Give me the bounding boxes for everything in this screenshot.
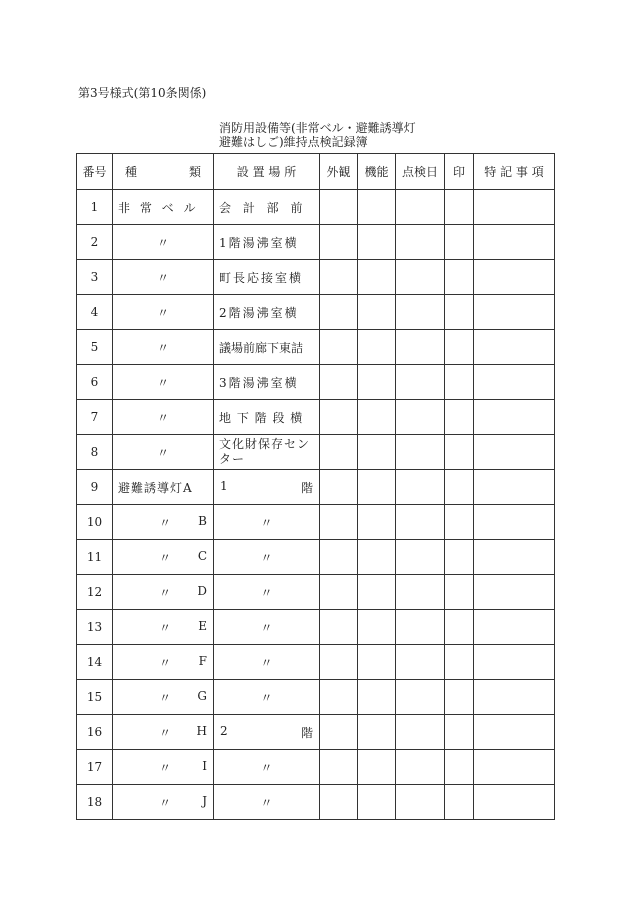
row-place: 地 下 階 段 横: [214, 400, 320, 435]
row-function-cell[interactable]: [358, 190, 396, 225]
row-notes-cell[interactable]: [474, 610, 555, 645]
row-place: 1階湯沸室横: [214, 225, 320, 260]
row-kind: 〃 D: [113, 575, 214, 610]
row-number: 5: [77, 330, 113, 365]
row-exterior-cell[interactable]: [320, 470, 358, 505]
document-title: [219, 121, 416, 149]
row-number: 1: [77, 190, 113, 225]
row-date-cell[interactable]: [396, 330, 445, 365]
table-row: [77, 645, 555, 680]
form-number: 第3号様式(第10条関係): [78, 86, 207, 100]
row-exterior-cell[interactable]: [320, 505, 358, 540]
row-place: 町長応接室横: [214, 260, 320, 295]
table-row: [77, 295, 555, 330]
row-exterior-cell[interactable]: [320, 190, 358, 225]
row-notes-cell[interactable]: [474, 190, 555, 225]
row-notes-cell[interactable]: [474, 575, 555, 610]
row-date-cell[interactable]: [396, 750, 445, 785]
row-number: 2: [77, 225, 113, 260]
header-row: [77, 154, 555, 190]
row-seal-cell[interactable]: [445, 750, 474, 785]
row-seal-cell[interactable]: [445, 260, 474, 295]
table-row: [77, 785, 555, 820]
row-number: 17: [77, 750, 113, 785]
row-date-cell[interactable]: [396, 540, 445, 575]
row-function-cell[interactable]: [358, 750, 396, 785]
row-kind: 〃: [113, 295, 214, 330]
row-place: 〃: [214, 575, 320, 610]
row-date-cell[interactable]: [396, 190, 445, 225]
row-date-cell[interactable]: [396, 365, 445, 400]
row-place: 3階湯沸室横: [214, 365, 320, 400]
row-kind: 〃 B: [113, 505, 214, 540]
row-date-cell[interactable]: [396, 225, 445, 260]
row-notes-cell[interactable]: [474, 680, 555, 715]
row-exterior-cell[interactable]: [320, 540, 358, 575]
row-exterior-cell[interactable]: [320, 785, 358, 820]
row-seal-cell[interactable]: [445, 400, 474, 435]
row-number: 13: [77, 610, 113, 645]
row-kind: 〃 E: [113, 610, 214, 645]
row-seal-cell[interactable]: [445, 575, 474, 610]
row-number: 10: [77, 505, 113, 540]
row-notes-cell[interactable]: [474, 540, 555, 575]
row-date-cell[interactable]: [396, 785, 445, 820]
row-exterior-cell[interactable]: [320, 645, 358, 680]
row-seal-cell[interactable]: [445, 505, 474, 540]
row-date-cell[interactable]: [396, 435, 445, 470]
row-exterior-cell[interactable]: [320, 715, 358, 750]
table-row: [77, 400, 555, 435]
row-number: 15: [77, 680, 113, 715]
row-exterior-cell[interactable]: [320, 575, 358, 610]
row-place: 会 計 部 前: [214, 190, 320, 225]
row-place: 〃: [214, 505, 320, 540]
row-place: 〃: [214, 610, 320, 645]
row-notes-cell[interactable]: [474, 470, 555, 505]
row-date-cell[interactable]: [396, 400, 445, 435]
row-exterior-cell[interactable]: [320, 365, 358, 400]
table-row: [77, 715, 555, 750]
row-place: 〃: [214, 785, 320, 820]
row-notes-cell[interactable]: [474, 785, 555, 820]
header-inspect-date: 点検日: [396, 154, 445, 190]
row-seal-cell[interactable]: [445, 190, 474, 225]
table-row: [77, 505, 555, 540]
row-number: 11: [77, 540, 113, 575]
row-exterior-cell[interactable]: [320, 295, 358, 330]
row-notes-cell[interactable]: [474, 645, 555, 680]
row-seal-cell[interactable]: [445, 435, 474, 470]
row-date-cell[interactable]: [396, 260, 445, 295]
row-seal-cell[interactable]: [445, 645, 474, 680]
row-number: 14: [77, 645, 113, 680]
row-notes-cell[interactable]: [474, 295, 555, 330]
row-function-cell[interactable]: [358, 610, 396, 645]
row-date-cell[interactable]: [396, 610, 445, 645]
table-row: [77, 435, 555, 470]
row-place: 2階湯沸室横: [214, 295, 320, 330]
row-notes-cell[interactable]: [474, 400, 555, 435]
row-date-cell[interactable]: [396, 575, 445, 610]
table-row: [77, 610, 555, 645]
row-kind: 〃: [113, 225, 214, 260]
row-notes-cell[interactable]: [474, 505, 555, 540]
row-date-cell[interactable]: [396, 505, 445, 540]
table-row: [77, 190, 555, 225]
row-notes-cell[interactable]: [474, 435, 555, 470]
row-seal-cell[interactable]: [445, 610, 474, 645]
row-function-cell[interactable]: [358, 330, 396, 365]
row-seal-cell[interactable]: [445, 470, 474, 505]
row-kind: 〃: [113, 330, 214, 365]
row-kind: 〃 I: [113, 750, 214, 785]
row-notes-cell[interactable]: [474, 715, 555, 750]
header-exterior: 外観: [320, 154, 358, 190]
table-row: [77, 330, 555, 365]
row-number: 7: [77, 400, 113, 435]
row-place: 2 階: [214, 715, 320, 750]
row-function-cell[interactable]: [358, 400, 396, 435]
table-row: [77, 540, 555, 575]
row-function-cell[interactable]: [358, 505, 396, 540]
row-kind: 〃 H: [113, 715, 214, 750]
table-row: [77, 470, 555, 505]
row-date-cell[interactable]: [396, 295, 445, 330]
row-number: 12: [77, 575, 113, 610]
row-seal-cell[interactable]: [445, 225, 474, 260]
row-function-cell[interactable]: [358, 785, 396, 820]
header-place: 設 置 場 所: [214, 154, 320, 190]
row-seal-cell[interactable]: [445, 295, 474, 330]
row-seal-cell[interactable]: [445, 715, 474, 750]
row-notes-cell[interactable]: [474, 225, 555, 260]
row-kind: 非 常 ベ ル: [113, 190, 214, 225]
row-seal-cell[interactable]: [445, 680, 474, 715]
table-row: [77, 225, 555, 260]
row-kind: 〃 F: [113, 645, 214, 680]
row-function-cell[interactable]: [358, 715, 396, 750]
row-function-cell[interactable]: [358, 295, 396, 330]
row-kind: 〃 G: [113, 680, 214, 715]
row-notes-cell[interactable]: [474, 260, 555, 295]
row-kind: 〃: [113, 365, 214, 400]
header-notes: 特 記 事 項: [474, 154, 555, 190]
inspection-ledger-table: [76, 153, 555, 820]
row-notes-cell[interactable]: [474, 750, 555, 785]
row-kind: 〃: [113, 400, 214, 435]
header-kind-a: 種: [125, 165, 138, 179]
row-date-cell[interactable]: [396, 680, 445, 715]
row-place: 文化財保存センター: [214, 435, 320, 470]
title-line-1: 消防用設備等(非常ベル・避難誘導灯: [219, 121, 416, 135]
row-number: 6: [77, 365, 113, 400]
row-kind: 〃: [113, 435, 214, 470]
row-kind: 〃 C: [113, 540, 214, 575]
row-place: 〃: [214, 680, 320, 715]
row-number: 3: [77, 260, 113, 295]
row-kind: 〃: [113, 260, 214, 295]
row-number: 9: [77, 470, 113, 505]
row-date-cell[interactable]: [396, 645, 445, 680]
row-number: 4: [77, 295, 113, 330]
row-exterior-cell[interactable]: [320, 260, 358, 295]
row-function-cell[interactable]: [358, 470, 396, 505]
row-place: 〃: [214, 645, 320, 680]
row-seal-cell[interactable]: [445, 540, 474, 575]
row-exterior-cell[interactable]: [320, 330, 358, 365]
row-exterior-cell[interactable]: [320, 400, 358, 435]
row-function-cell[interactable]: [358, 680, 396, 715]
row-notes-cell[interactable]: [474, 330, 555, 365]
table-row: [77, 365, 555, 400]
row-function-cell[interactable]: [358, 435, 396, 470]
row-exterior-cell[interactable]: [320, 225, 358, 260]
table-row: [77, 260, 555, 295]
row-number: 16: [77, 715, 113, 750]
title-line-2: 避難はしご)維持点検記録簿: [219, 135, 368, 149]
row-number: 8: [77, 435, 113, 470]
header-no: 番号: [77, 154, 113, 190]
row-notes-cell[interactable]: [474, 365, 555, 400]
row-date-cell[interactable]: [396, 470, 445, 505]
row-function-cell[interactable]: [358, 225, 396, 260]
table-row: [77, 575, 555, 610]
row-exterior-cell[interactable]: [320, 750, 358, 785]
table-row: [77, 680, 555, 715]
row-place: 議場前廊下東詰: [214, 330, 320, 365]
header-seal: 印: [445, 154, 474, 190]
row-place: 〃: [214, 750, 320, 785]
row-function-cell[interactable]: [358, 260, 396, 295]
row-function-cell[interactable]: [358, 645, 396, 680]
table-row: [77, 750, 555, 785]
row-exterior-cell[interactable]: [320, 610, 358, 645]
row-kind: 〃 J: [113, 785, 214, 820]
row-function-cell[interactable]: [358, 365, 396, 400]
ledger-body: [77, 190, 555, 820]
row-seal-cell[interactable]: [445, 785, 474, 820]
row-seal-cell[interactable]: [445, 365, 474, 400]
row-exterior-cell[interactable]: [320, 435, 358, 470]
header-kind: [113, 154, 214, 190]
row-exterior-cell[interactable]: [320, 680, 358, 715]
row-place: 1 階: [214, 470, 320, 505]
row-seal-cell[interactable]: [445, 330, 474, 365]
row-date-cell[interactable]: [396, 715, 445, 750]
row-function-cell[interactable]: [358, 575, 396, 610]
row-place: 〃: [214, 540, 320, 575]
header-kind-b: 類: [188, 165, 201, 179]
row-function-cell[interactable]: [358, 540, 396, 575]
header-function: 機能: [358, 154, 396, 190]
row-number: 18: [77, 785, 113, 820]
row-kind: 避難誘導灯A: [113, 470, 214, 505]
